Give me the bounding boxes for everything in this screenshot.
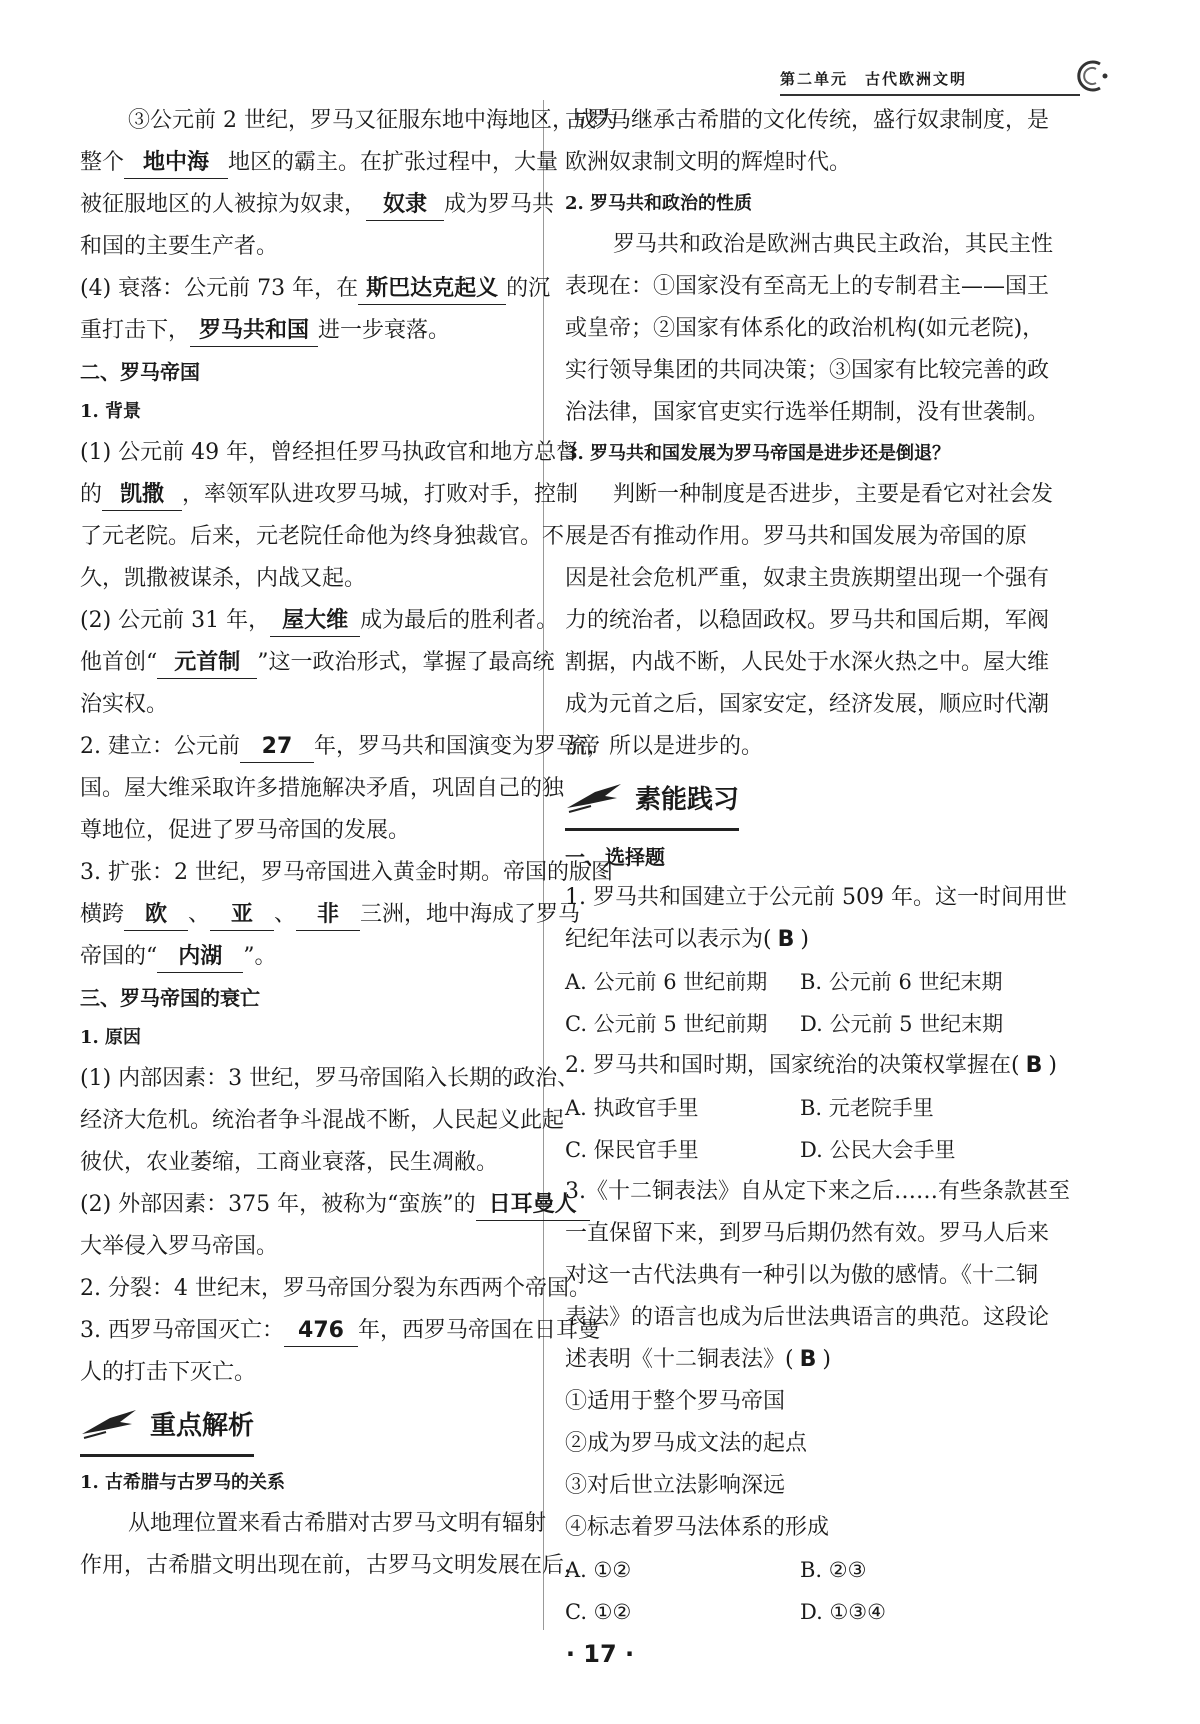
answer: B xyxy=(777,927,795,952)
options-row xyxy=(565,961,1035,1003)
text-line: 因是社会危机严重，奴隶主贵族期望出现一个强有 xyxy=(565,566,1050,591)
answer-blank: 斯巴达克起义 xyxy=(358,274,506,305)
sub-heading: 1. 背景 xyxy=(80,401,142,422)
text-line: 实行领导集团的共同决策；③国家有比较完善的政 xyxy=(565,358,1050,383)
page-number: · 17 · xyxy=(565,1640,635,1668)
answer-blank: 476 xyxy=(284,1316,358,1347)
text-line: 了元老院。后来，元老院任命他为终身独裁官。不 xyxy=(80,524,565,549)
answer-blank: 地中海 xyxy=(124,148,228,179)
text-line: 力的统治者，以稳固政权。罗马共和国后期，军阀 xyxy=(565,608,1050,633)
text-line: (1) 公元前 49 年，曾经担任罗马执政官和地方总督 xyxy=(80,440,579,465)
statement: ④标志着罗马法体系的形成 xyxy=(565,1515,830,1540)
text-line: 国。屋大维采取许多措施解决矛盾，巩固自己的独 xyxy=(80,776,565,801)
text-line: 他首创“ 元首制 ”这一政治形式，掌握了最高统 xyxy=(80,642,550,684)
answer-blank: 日耳曼人 xyxy=(476,1190,590,1221)
text-line: 经济大危机。统治者争斗混战不断，人民起义此起 xyxy=(80,1108,565,1133)
text-line: 作用，古希腊文明出现在前，古罗马文明发展在后， xyxy=(80,1553,587,1578)
text-line: 尊地位，促进了罗马帝国的发展。 xyxy=(80,818,411,843)
section-heading: 二、罗马帝国 xyxy=(80,360,200,384)
option: C. ①② xyxy=(565,1600,632,1624)
header-title: 第二单元 古代欧洲文明 xyxy=(780,70,968,88)
option: B. ②③ xyxy=(800,1558,867,1582)
text-line: 横跨 欧 、 亚 、 非 三洲，地中海成了罗马 xyxy=(80,894,550,936)
options-row xyxy=(565,1591,1035,1633)
text-line: 治法律，国家官吏实行选举任期制，没有世袭制。 xyxy=(565,400,1050,425)
section-banner-title: 素能践习 xyxy=(635,785,740,815)
text-line: 对这一古代法典有一种引以为傲的感情。《十二铜 xyxy=(565,1263,1039,1288)
answer-blank: 亚 xyxy=(210,900,274,931)
option: D. 公元前 5 世纪末期 xyxy=(800,1012,1004,1036)
statement: ②成为罗马成文法的起点 xyxy=(565,1431,808,1456)
section-banner-title: 重点解析 xyxy=(150,1411,255,1441)
text-line: 一直保留下来，到罗马后期仍然有效。罗马人后来 xyxy=(565,1221,1050,1246)
text-line: 久，凯撒被谋杀，内战又起。 xyxy=(80,566,367,591)
text-line: 3. 扩张：2 世纪，罗马帝国进入黄金时期。帝国的版图 xyxy=(80,860,613,885)
text-line: 罗马共和政治是欧洲古典民主政治，其民主性 xyxy=(613,232,1054,257)
text-line: 3. 西罗马帝国灭亡： 476 年，西罗马帝国在日耳曼 xyxy=(80,1310,550,1352)
options-row xyxy=(565,1129,1035,1171)
statement: ①适用于整个罗马帝国 xyxy=(565,1389,786,1414)
option: B. 公元前 6 世纪末期 xyxy=(800,970,1003,994)
answer: B xyxy=(1025,1053,1043,1078)
text-line: 2. 分裂：4 世纪末，罗马帝国分裂为东西两个帝国。 xyxy=(80,1276,591,1301)
option: D. ①③④ xyxy=(800,1600,886,1624)
answer-blank: 元首制 xyxy=(157,648,257,679)
section-banner xyxy=(80,1398,254,1457)
option: B. 元老院手里 xyxy=(800,1096,934,1120)
text-line: 被征服地区的人被掠为奴隶， 奴隶 成为罗马共 xyxy=(80,184,550,226)
text-line: 判断一种制度是否进步，主要是看它对社会发 xyxy=(613,482,1054,507)
option: C. 公元前 5 世纪前期 xyxy=(565,1012,768,1036)
options-row xyxy=(565,1087,1035,1129)
text-line: 帝国的“ 内湖 ”。 xyxy=(80,936,550,978)
text-line: 彼伏，农业萎缩，工商业衰落，民生凋敝。 xyxy=(80,1150,499,1175)
sub-heading: 1. 古希腊与古罗马的关系 xyxy=(80,1472,286,1493)
text-line: 从地理位置来看古希腊对古罗马文明有辐射 xyxy=(128,1511,547,1536)
section-banner xyxy=(565,772,739,831)
section-heading: 三、罗马帝国的衰亡 xyxy=(80,986,260,1010)
text-line: (2) 外部因素：375 年，被称为“蛮族”的 日耳曼人 xyxy=(80,1184,550,1226)
page-header xyxy=(780,68,1080,96)
bird-icon xyxy=(80,1406,138,1442)
option: A. ①② xyxy=(565,1558,632,1582)
sub-heading: 2. 罗马共和政治的性质 xyxy=(565,193,753,214)
statement: ③对后世立法影响深远 xyxy=(565,1473,786,1498)
option: D. 公民大会手里 xyxy=(800,1138,956,1162)
text-line: 2. 建立：公元前 27 年，罗马共和国演变为罗马帝 xyxy=(80,726,550,768)
answer-blank: 罗马共和国 xyxy=(190,316,318,347)
text-line: 整个 地中海 地区的霸主。在扩张过程中，大量 xyxy=(80,142,550,184)
text-line: 或皇帝；②国家有体系化的政治机构(如元老院)， xyxy=(565,316,1045,341)
question-3: 3.《十二铜表法》自从定下来之后……有些条款甚至 xyxy=(565,1179,1070,1204)
answer: B xyxy=(799,1347,817,1372)
answer-blank: 27 xyxy=(240,732,314,763)
text-line: 述表明《十二铜表法》( B ) xyxy=(565,1347,831,1372)
text-line: ③公元前 2 世纪，罗马又征服东地中海地区，成为 xyxy=(128,108,618,133)
options-row xyxy=(565,1003,1035,1045)
text-line: 重打击下， 罗马共和国 进一步衰落。 xyxy=(80,310,550,352)
answer-blank: 奴隶 xyxy=(366,190,444,221)
text-line: 大举侵入罗马帝国。 xyxy=(80,1234,279,1259)
text-line: 割据，内战不断，人民处于水深火热之中。屋大维 xyxy=(565,650,1050,675)
option: C. 保民官手里 xyxy=(565,1138,699,1162)
text-line: 欧洲奴隶制文明的辉煌时代。 xyxy=(565,150,852,175)
text-line: 表现在：①国家没有至高无上的专制君主——国王 xyxy=(565,274,1050,299)
text-line: 的 凯撒 ，率领军队进攻罗马城，打败对手，控制 xyxy=(80,474,550,516)
text-line: 展是否有推动作用。罗马共和国发展为帝国的原 xyxy=(565,524,1028,549)
sub-heading: 3. 罗马共和国发展为罗马帝国是进步还是倒退？ xyxy=(565,443,951,464)
section-heading: 一、选择题 xyxy=(565,845,665,869)
option: A. 公元前 6 世纪前期 xyxy=(565,970,768,994)
answer-blank: 非 xyxy=(296,900,360,931)
options-row xyxy=(565,1549,1035,1591)
bird-icon xyxy=(565,780,623,816)
text-line: 纪纪年法可以表示为( B ) xyxy=(565,927,809,952)
text-line: 表法》的语言也成为后世法典语言的典范。这段论 xyxy=(565,1305,1050,1330)
answer-blank: 内湖 xyxy=(157,942,243,973)
option: A. 执政官手里 xyxy=(565,1096,699,1120)
text-line: 治实权。 xyxy=(80,692,169,717)
text-line: 和国的主要生产者。 xyxy=(80,234,279,259)
sub-heading: 1. 原因 xyxy=(80,1027,142,1048)
question-2: 2. 罗马共和国时期，国家统治的决策权掌握在( B ) xyxy=(565,1053,1057,1078)
text-line: 人的打击下灭亡。 xyxy=(80,1360,257,1385)
answer-blank: 屋大维 xyxy=(270,606,360,637)
text-line: 成为元首之后，国家安定，经济发展，顺应时代潮 xyxy=(565,692,1050,717)
text-line: (4) 衰落：公元前 73 年，在 斯巴达克起义 的沉 xyxy=(80,268,550,310)
right-column xyxy=(565,100,1070,1633)
text-line: (1) 内部因素：3 世纪，罗马帝国陷入长期的政治、 xyxy=(80,1066,580,1091)
answer-blank: 凯撒 xyxy=(102,480,182,511)
text-line: (2) 公元前 31 年， 屋大维 成为最后的胜利者。 xyxy=(80,600,550,642)
header-logo-icon xyxy=(1070,58,1110,94)
text-line: 流，所以是进步的。 xyxy=(565,734,764,759)
text-line: 古罗马继承古希腊的文化传统，盛行奴隶制度，是 xyxy=(565,108,1050,133)
question-1: 1. 罗马共和国建立于公元前 509 年。这一时间用世 xyxy=(565,885,1067,910)
answer-blank: 欧 xyxy=(124,900,188,931)
